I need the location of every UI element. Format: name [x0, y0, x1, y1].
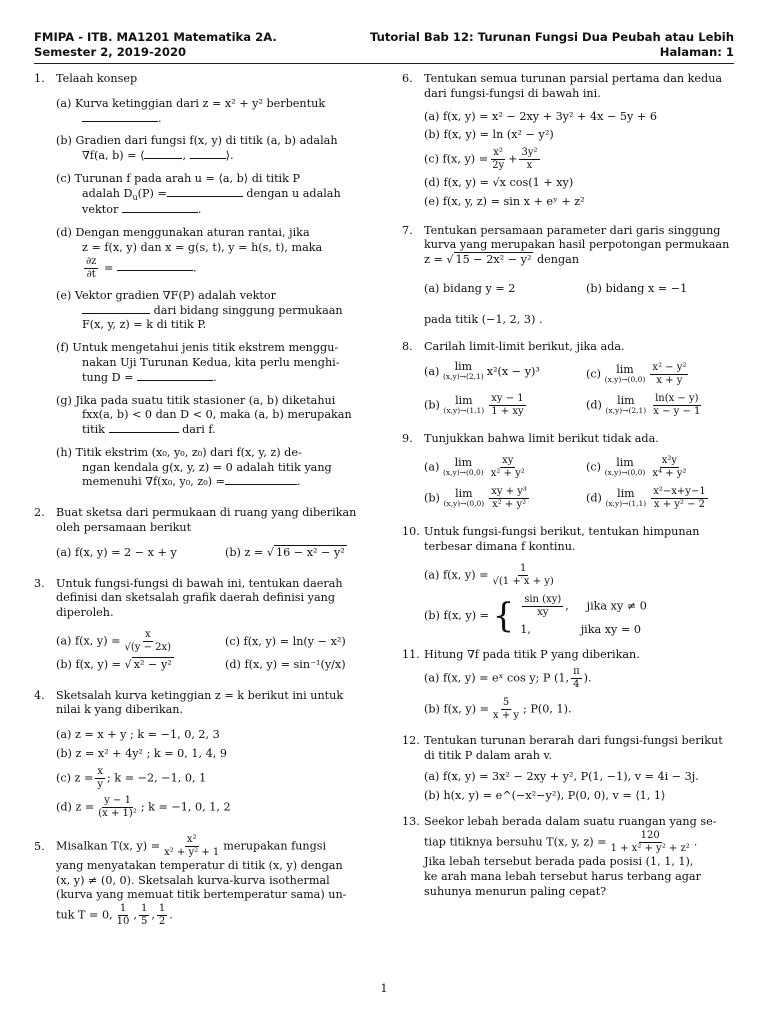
item-1h: (h) Titik ekstrim (x₀, y₀, z₀) dari f(x, y, z) de- ngan kendala g(x, y, z) = 0 adalah titik yang memenuhi ∇f(x₀, y₀, z₀) = . — [56, 446, 380, 490]
header-right — [370, 30, 734, 60]
problem-text: Hitung ∇f pada titik P yang diberikan. — [424, 647, 640, 661]
brace: { — [492, 595, 515, 636]
item-text: (a) Kurva ketinggian dari z = x² + y² berbentuk — [56, 96, 326, 110]
item-6c: (c) f(x, y) = $\frac{\text{x²}}{2y}$ + $\frac{\text{3y²}}{x}$ — [424, 147, 538, 172]
item-text: (P) = — [137, 186, 167, 200]
item-text: ∇f(a, b) = ⟨ — [82, 149, 145, 163]
lim-subscript: (x,y)→(0,0) — [443, 498, 485, 508]
cases: $\frac{\sin (xy)}{xy}$ , jika xy ≠ 0 1, jika xy = 0 — [520, 593, 647, 636]
problem-1 — [34, 72, 380, 490]
problem-text: Jika lebah tersebut berada pada posisi (1, 1, 1), — [424, 855, 694, 869]
problem-number: 8. — [402, 339, 413, 353]
item-text: ; k = −2, −1, 0, 1 — [107, 771, 207, 785]
problem-7: 7. Tentukan persamaan parameter dari garis singgung kurva yang merupakan hasil perpotongan permukaan z = √ 15 − 2x² − y² dengan (a) bidang y = 2 (b) bidang x = −1 pada titik (−1, 2, 3) . — [402, 224, 734, 328]
lim-word: lim — [454, 360, 473, 374]
problem-text: nilai k yang diberikan. — [56, 703, 184, 717]
fraction-numerator: 120 — [640, 830, 660, 842]
problem-text: diperoleh. — [56, 606, 114, 620]
item-1d: (d) Dengan menggunakan aturan rantai, jika z = f(x, y) dan x = g(s, t), y = h(s, t), maka $\frac{\partial z}{\partial t}$ = . — [56, 226, 380, 281]
fraction-numerator: 5 — [502, 697, 510, 709]
problem-number: 9. — [402, 432, 413, 446]
lim-subscript: (x,y)→(1,1) — [605, 498, 647, 508]
lim-subscript: (x,y)→(2,1) — [605, 405, 647, 415]
problem-number: 2. — [34, 506, 45, 520]
item-text: memenuhi ∇f(x₀, y₀, z₀) = — [82, 475, 226, 489]
radicand: x² − y² — [133, 657, 172, 671]
problem-text: z = — [424, 253, 443, 267]
problem-text: oleh persamaan berikut — [56, 520, 192, 534]
fraction-denominator: x − y − 1 — [653, 406, 701, 418]
item-text: (c) Turunan f pada arah u = ⟨a, b⟩ di titik P — [56, 171, 301, 185]
case-value: 1, — [520, 622, 531, 636]
fraction-numerator: x²y — [661, 455, 678, 467]
header-left — [34, 30, 277, 60]
problem-number: 1. — [34, 72, 45, 85]
item-6e: (e) f(x, y, z) = sin x + eʸ + z² — [424, 194, 585, 208]
item-text: titik — [82, 423, 105, 437]
fraction-numerator: 1 — [140, 903, 148, 915]
item-1e — [56, 289, 380, 333]
item-text: vektor — [82, 203, 119, 217]
fraction-denominator: x — [526, 160, 533, 172]
problem-number: 11. — [402, 647, 420, 661]
answer-blank — [109, 423, 179, 433]
fraction-numerator: x² — [186, 833, 197, 845]
item-3a — [56, 629, 211, 654]
course-title: FMIPA - ITB. MA1201 Matematika 2A. — [34, 30, 277, 44]
problem-text: (x, y) ≠ (0, 0). Sketsalah kurva-kurva isothermal — [56, 873, 330, 887]
item-4b: (b) z = x² + 4y² ; k = 0, 1, 4, 9 — [56, 747, 227, 760]
item-text: (d) z = — [56, 800, 95, 814]
problem-text: merupakan fungsi — [223, 839, 327, 853]
problem-number: 3. — [34, 576, 45, 590]
item-text: ; P(0, 1). — [523, 702, 572, 716]
item-6d: (d) f(x, y) = √x cos(1 + xy) — [424, 176, 574, 190]
item-7b: (b) bidang x = −1 — [586, 282, 688, 296]
item-12a: (a) f(x, y) = 3x² − 2xy + y², P(1, −1), v = 4i − 3j. — [424, 769, 699, 783]
problem-text: Telaah konsep — [56, 72, 138, 85]
problem-5: 5. Misalkan T(x, y) = $\frac{\text{x²}}{\text{x² + y² + 1}}$ merupakan fungsi yang menyatakan temperatur di titik (x, y) dengan (x, y) ≠ (0, 0). Sketsalah kurva-kurva isothermal (kurva yang memuat titik bertemperatur sama) un- tuk T = 0, $\frac{1}{10}$ , $\frac{1}{5}$ , $\frac{1}{2}$ . — [34, 834, 380, 928]
item-1f: (f) Untuk mengetahui jenis titik ekstrem menggu- nakan Uji Turunan Kedua, kita perlu menghi- tung D = . — [56, 341, 380, 385]
problem-number: 4. — [34, 688, 45, 702]
item-text: dengan u adalah — [246, 186, 341, 200]
problem-3 — [34, 577, 380, 673]
problem-text: Tentukan persamaan parameter dari garis singgung — [424, 223, 721, 237]
fraction-numerator: ln(x − y) — [655, 393, 699, 405]
item-text: (g) Jika pada suatu titik stasioner (a, b) diketahui — [56, 393, 336, 407]
problem-2 — [34, 506, 380, 560]
fraction-denominator: 2 — [158, 916, 166, 928]
fraction-denominator: xy — [537, 606, 549, 618]
lim-word: lim — [616, 362, 634, 376]
lim-word: lim — [455, 486, 473, 500]
item-text: F(x, y, z) = k di titik P. — [82, 318, 207, 332]
fraction-numerator: x — [144, 628, 151, 640]
item-text: z = f(x, y) dan x = g(s, t), y = h(s, t), maka — [82, 241, 323, 255]
lim-subscript: (x,y)→(1,1) — [443, 405, 485, 415]
problem-text: terbesar dimana f kontinu. — [424, 539, 576, 553]
item-label: (b) — [424, 491, 440, 505]
fraction-numerator: x²−x+y−1 — [653, 486, 706, 498]
problem-text: Tunjukkan bahwa limit berikut tidak ada. — [424, 432, 659, 446]
tutorial-title: Tutorial Bab 12: Turunan Fungsi Dua Peubah atau Lebih — [369, 30, 734, 44]
item-text: dari f. — [182, 423, 216, 437]
fraction-denominator: (x + 1)² — [98, 807, 137, 819]
fraction-denominator: 4 — [573, 679, 580, 691]
problem-text: Misalkan T(x, y) = — [56, 839, 161, 853]
item-6a: (a) f(x, y) = x² − 2xy + 3y² + 4x − 5y + 6 — [424, 109, 657, 123]
problem-number: 7. — [402, 223, 413, 237]
left-column — [34, 72, 380, 928]
problem-text: Untuk fungsi-fungsi berikut, tentukan himpunan — [424, 525, 700, 539]
item-text: (a) f(x, y) = eˣ cos y; P — [424, 671, 551, 685]
fraction-numerator: 3y² — [521, 147, 538, 159]
answer-blank — [117, 261, 193, 271]
item-8b — [424, 393, 572, 418]
item-text: tung D = — [82, 370, 134, 384]
item-2b: (b) z = √ 16 − x² − y² — [225, 545, 345, 559]
fraction-numerator: x² — [493, 147, 503, 159]
problem-text: Carilah limit-limit berikut, jika ada. — [424, 339, 625, 353]
fraction-numerator: ∂z — [86, 255, 97, 267]
fraction-numerator: y − 1 — [104, 794, 131, 806]
item-text: nakan Uji Turunan Kedua, kita perlu menghi- — [82, 355, 340, 369]
item-text: ngan kendala g(x, y, z) = 0 adalah titik yang — [82, 460, 332, 474]
item-1g — [56, 394, 380, 438]
item-7a: (a) bidang y = 2 — [424, 282, 516, 296]
problem-text: definisi dan sketsalah grafik daerah definisi yang — [56, 591, 336, 605]
fraction-numerator: xy − 1 — [491, 393, 524, 405]
item-text: (b) f(x, y) = — [424, 702, 489, 716]
item-4a: (a) z = x + y ; k = −1, 0, 2, 3 — [56, 728, 220, 742]
item-6b: (b) f(x, y) = ln (x² − y²) — [424, 128, 554, 142]
item-2a: (a) f(x, y) = 2 − x + y — [56, 545, 177, 559]
fraction-denominator: y — [97, 778, 104, 790]
item-text: (a) f(x, y) = — [56, 634, 121, 648]
answer-blank — [190, 149, 226, 159]
item-1a — [56, 97, 380, 112]
header-rule — [34, 63, 734, 64]
case-condition: jika xy = 0 — [580, 622, 641, 636]
problem-9 — [402, 432, 734, 511]
item-text: x²(x − y)³ — [486, 365, 540, 379]
problem-4 — [34, 689, 380, 820]
fraction-numerator: π — [573, 666, 580, 678]
fraction-numerator: x — [97, 765, 104, 777]
fraction-denominator: x + y — [656, 375, 683, 387]
problem-13: 13. Seekor lebah berada dalam suatu ruangan yang se- tiap titiknya bersuhu T(x, y, z) = $\frac{120}{\text{1 + x² + y² + z²}}$ . Jika lebah tersebut berada pada posisi (1, 1, 1), ke arah mana lebah tersebut harus terbang agar suhunya menurun paling cepat? — [402, 815, 734, 899]
problem-10 — [402, 525, 734, 637]
problem-text: yang menyatakan temperatur di titik (x, y) dengan — [56, 858, 343, 872]
fraction-numerator: 1 — [519, 562, 527, 574]
fraction-denominator: x + y — [493, 710, 520, 722]
fraction-numerator: sin (xy) — [524, 593, 562, 605]
page-number-header: Halaman: 1 — [659, 45, 734, 59]
answer-blank — [82, 112, 158, 122]
problem-text: ke arah mana lebah tersebut harus terbang agar — [424, 869, 701, 883]
problem-text: pada titik (−1, 2, 3) . — [424, 312, 543, 326]
problem-text: Seekor lebah berada dalam suatu ruangan yang se- — [424, 815, 717, 829]
item-1b: (b) Gradien dari fungsi f(x, y) di titik (a, b) adalah ∇f(a, b) = ⟨ , ⟩. — [56, 134, 380, 164]
fraction-denominator: 1 + xy — [491, 406, 524, 418]
semester: Semester 2, 2019-2020 — [34, 45, 187, 59]
lim-subscript: (x,y)→(0,0) — [442, 467, 484, 477]
lim-subscript: (x,y)→(0,0) — [604, 374, 646, 384]
problem-number: 12. — [402, 734, 420, 748]
item-3b: (b) f(x, y) = √ x² − y² — [56, 657, 172, 671]
answer-blank — [167, 187, 243, 197]
problem-12 — [402, 734, 734, 803]
fraction-denominator: ∂t — [86, 268, 96, 280]
item-9d — [586, 486, 734, 511]
problem-number: 10. — [402, 525, 420, 539]
item-4c — [56, 766, 380, 791]
item-text: dari bidang singgung permukaan — [153, 303, 343, 317]
answer-blank — [122, 203, 198, 213]
item-text: (h) Titik ekstrim (x₀, y₀, z₀) dari f(x, y, z) de- — [56, 445, 302, 459]
problem-text: tuk T = 0, — [56, 908, 113, 922]
item-text: (e) Vektor gradien ∇F(P) adalah vektor — [56, 288, 276, 302]
fraction-denominator: 10 — [116, 916, 130, 928]
item-11a: (a) f(x, y) = eˣ cos y; P (1, $\frac{\pi}{4}$ ). — [424, 666, 592, 691]
fraction-denominator: x⁴ + y² — [652, 468, 687, 480]
item-text: (f) Untuk mengetahui jenis titik ekstrem menggu- — [56, 341, 339, 355]
item-3c: (c) f(x, y) = ln(y − x²) — [225, 634, 346, 648]
item-4d — [56, 795, 380, 820]
problem-number: 6. — [402, 72, 413, 85]
item-8c — [586, 362, 734, 387]
problem-text: Buat sketsa dari permukaan di ruang yang diberikan — [56, 506, 357, 520]
item-text: adalah D — [82, 186, 133, 200]
problem-11 — [402, 648, 734, 723]
lim-word: lim — [617, 393, 635, 407]
problem-text: Untuk fungsi-fungsi di bawah ini, tentukan daerah — [56, 576, 343, 590]
item-label: (a) — [424, 460, 440, 474]
item-label: (d) — [586, 398, 602, 412]
item-12b: (b) h(x, y) = e^(−x²−y²), P(0, 0), v = ⟨1, 1⟩ — [424, 788, 666, 802]
answer-blank — [137, 371, 213, 381]
problem-text: Sketsalah kurva ketinggian z = k berikut ini untuk — [56, 688, 344, 702]
item-9c — [586, 455, 734, 480]
item-text: (b) Gradien dari fungsi f(x, y) di titik (a, b) adalah — [56, 134, 338, 148]
lim-subscript: (x,y)→(2,1) — [442, 372, 484, 382]
item-11b — [424, 697, 734, 722]
problem-number: 13. — [402, 815, 420, 829]
answer-blank — [225, 475, 297, 485]
answer-blank — [82, 304, 150, 314]
item-label: (b) — [424, 398, 440, 412]
answer-blank — [144, 149, 182, 159]
item-10a — [424, 563, 734, 588]
fraction-denominator: √(y − 2x) — [124, 641, 172, 653]
problem-number: 5. — [34, 839, 45, 853]
fraction-numerator: xy — [502, 455, 514, 467]
item-9b — [424, 486, 572, 511]
problem-text: suhunya menurun paling cepat? — [424, 884, 607, 898]
problem-text: kurva yang merupakan hasil perpotongan permukaan — [424, 238, 730, 252]
problem-text: (kurva yang memuat titik bertemperatur sama) un- — [56, 888, 347, 902]
lim-word: lim — [454, 455, 473, 469]
problem-text: tiap titiknya bersuhu T(x, y, z) = — [424, 835, 607, 849]
fraction-denominator: x² + y² + 1 — [164, 846, 220, 858]
item-text: (b) f(x, y) = — [424, 608, 489, 622]
right-column — [402, 72, 734, 900]
fraction-numerator: 1 — [119, 903, 127, 915]
problem-text: dengan — [537, 253, 580, 267]
problem-8 — [402, 340, 734, 419]
item-1c: (c) Turunan f pada arah u = ⟨a, b⟩ di titik P adalah $D_u(P)$ = dengan u adalah vektor . — [56, 172, 380, 218]
fraction-numerator: xy + y³ — [491, 486, 527, 498]
radicand: 16 − x² − y² — [275, 545, 345, 559]
item-text: (c) z = — [56, 771, 94, 785]
item-text: (b) f(x, y) = — [56, 657, 121, 671]
item-8a — [424, 362, 572, 387]
problem-text: Tentukan turunan berarah dari fungsi-fungsi berikut — [424, 734, 723, 748]
fraction-denominator: x + y² − 2 — [653, 499, 706, 511]
item-1a-blank-line: . — [56, 112, 380, 127]
item-text: (a) f(x, y) = — [424, 568, 489, 582]
problem-6 — [402, 72, 734, 210]
fraction-denominator: 1 + x² + y² + z² — [610, 843, 690, 855]
problem-text: di titik P dalam arah v. — [424, 749, 553, 763]
fraction-denominator: 2y — [492, 160, 505, 172]
item-label: (a) — [424, 365, 440, 379]
item-8d — [586, 393, 734, 418]
case-condition: jika xy ≠ 0 — [586, 599, 647, 613]
lim-word: lim — [616, 455, 634, 469]
item-text: fxx(a, b) < 0 dan D < 0, maka (a, b) merupakan — [82, 408, 352, 422]
item-text: (c) f(x, y) = — [424, 152, 489, 166]
item-10b — [424, 594, 734, 638]
page-footer-number: 1 — [380, 982, 388, 995]
lim-subscript: (x,y)→(0,0) — [604, 467, 646, 477]
fraction-numerator: 1 — [158, 903, 166, 915]
item-text: (d) Dengan menggunakan aturan rantai, jika — [56, 226, 310, 240]
item-label: (d) — [586, 491, 602, 505]
item-label: (c) — [586, 367, 601, 381]
item-9a — [424, 455, 572, 480]
item-text: ; k = −1, 0, 1, 2 — [140, 800, 231, 814]
lim-word: lim — [617, 486, 635, 500]
problem-text: dari fungsi-fungsi di bawah ini. — [424, 86, 601, 100]
fraction-denominator: x² + y² — [492, 499, 527, 511]
fraction-denominator: 5 — [140, 916, 148, 928]
problem-text: Tentukan semua turunan parsial pertama dan kedua — [424, 72, 723, 85]
item-label: (c) — [586, 460, 601, 474]
lim-word: lim — [455, 393, 473, 407]
fraction-denominator: x² + y² — [490, 468, 525, 480]
radicand: 15 − 2x² − y² — [455, 253, 532, 267]
fraction-denominator: √(1 + x + y) — [492, 575, 554, 587]
item-3d: (d) f(x, y) = sin⁻¹(y/x) — [225, 657, 346, 671]
item-text: (b) z = — [225, 545, 264, 559]
fraction-numerator: x² − y² — [652, 362, 687, 374]
